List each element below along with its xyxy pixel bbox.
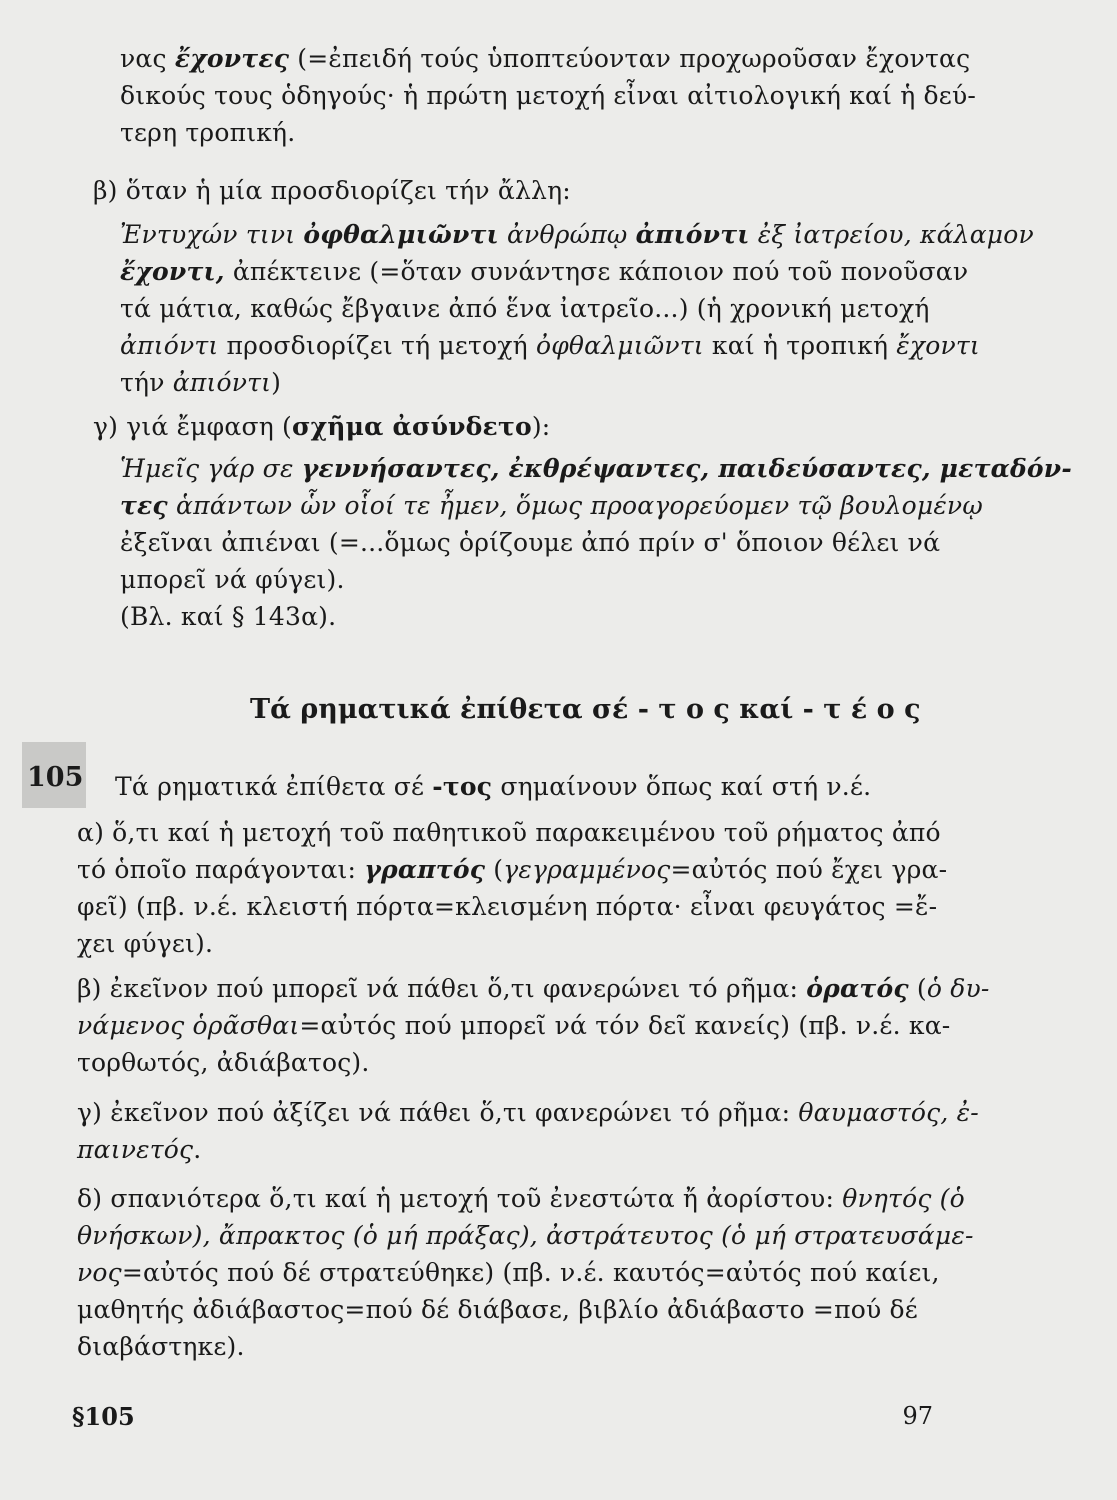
text-line [120,450,1072,487]
footer-section-ref: §105 [72,1402,135,1431]
greek-term: ὀφθαλμιῶντι [303,220,499,249]
text-line: β) ὅταν ἡ μία προσδιορίζει τήν ἄλλη: [93,176,571,205]
text-run: =αὐτός πού ἔχει γρα- [670,855,948,884]
greek-term: θνήσκων), ἄπρακτος (ὁ μή πράξας), ἀστράτευτος (ὁ μή στρατευσάμε- [77,1221,974,1250]
text-line [77,814,947,851]
text-run: ( [908,974,927,1003]
text-line [120,364,1034,401]
text-line [120,77,976,114]
text-line [77,1291,974,1328]
text-run: ): [531,412,551,441]
text-line [120,114,976,151]
text-run: μαθητής ἀδιάβαστος=πού δέ διάβασε, βιβλίο ἀδιάβαστο =πού δέ [77,1295,918,1324]
text-run: ἀνθρώπῳ [498,220,636,249]
text-run: ) [271,368,282,397]
greek-term: ἀπιόντι [120,331,219,360]
greek-term: ἔχοντι, [120,257,225,286]
section-number: 105 [27,762,84,793]
case-b-heading [93,172,571,209]
greek-term: θνητός (ὁ [842,1184,965,1213]
text-line [120,290,1034,327]
greek-term: γραπτός [364,855,486,884]
case-b-paragraph [77,970,990,1081]
greek-term: τες [120,491,168,520]
text-run: καί ἡ τροπική [703,331,897,360]
text-line [77,925,947,962]
text-run: ἐξ ἰατρείου, κάλαμον [749,220,1034,249]
page-number: 97 [902,1402,933,1430]
greek-term: γεγραμμένος [503,855,671,884]
text-run: φεῖ) (πβ. ν.έ. κλειστή πόρτα=κλεισμένη πόρτα· εἶναι φευγάτος =ἔ- [77,892,938,921]
cross-reference: (Βλ. καί § 143α). [120,602,337,631]
text-run: Ἐντυχών τινι [120,220,304,249]
text-run: γ) ἐκεῖνον πού ἀξίζει νά πάθει ὅ,τι φανερώνει τό ρῆμα: [77,1098,799,1127]
text-run: νας [120,44,175,73]
text-line [120,216,1034,253]
text-line [77,888,947,925]
text-line [115,768,871,805]
text-run: μπορεῖ νά φύγει). [120,565,345,594]
text-line [77,851,947,888]
text-line [120,253,1034,290]
greek-term: ἀπιόντι [172,368,272,397]
text-run: τερη τροπική. [120,118,296,147]
text-run: . [193,1135,202,1164]
text-line [77,970,990,1007]
text-run: Ἡμεῖς γάρ σε [120,454,302,483]
term-bold: σχῆμα ἀσύνδετο [292,412,532,441]
text-line [120,561,1072,598]
section-intro [115,768,871,805]
greek-term: παινετός [77,1135,194,1164]
text-run: ( [485,855,504,884]
text-line [77,1131,979,1168]
example-paragraph [120,450,1072,635]
text-run: Τά ρηματικά ἐπίθετα σέ [115,772,433,801]
text-run: β) ἐκεῖνον πού μπορεῖ νά πάθει ὅ,τι φανερώνει τό ρῆμα: [77,974,807,1003]
suffix-bold: -τος [432,772,493,801]
text-run: σημαίνουν ὅπως καί στή ν.έ. [492,772,872,801]
text-run: ἁπάντων ὧν οἷοί τε ἦμεν, ὅμως προαγορεύομεν τῷ βουλομένῳ [167,491,983,520]
text-run: (=ἐπειδή τούς ὑποπτεύονταν προχωροῦσαν ἔχοντας [289,44,971,73]
text-line [77,1007,990,1044]
paragraph-continuation [120,40,976,151]
text-line [77,1180,974,1217]
text-run: ἀπέκτεινε (=ὅταν συνάντησε κάποιον πού τοῦ πονοῦσαν [224,257,969,286]
greek-term: ἔχοντι [896,331,980,360]
text-run: τά μάτια, καθώς ἔβγαινε ἀπό ἕνα ἰατρεῖο...) (ἡ χρονική μετοχή [120,294,930,323]
greek-term: ἀπιόντι [635,220,750,249]
text-run: τήν [120,368,173,397]
greek-term: νάμενος ὁρᾶσθαι [77,1011,300,1040]
text-line [120,598,1072,635]
text-run: γ) γιά ἔμφαση ( [93,412,293,441]
greek-term: ὁ δυ- [926,974,990,1003]
text-line [120,487,1072,524]
case-c-heading [93,408,550,445]
greek-term: θαυμαστός, ἐ- [798,1098,979,1127]
case-d-paragraph [77,1180,974,1365]
text-run: τό ὁποῖο παράγονται: [77,855,365,884]
text-line [77,1044,990,1081]
text-run: τορθωτός, ἀδιάβατος). [77,1048,370,1077]
text-run: =αὐτός πού δέ στρατεύθηκε) (πβ. ν.έ. καυτός=αὐτός πού καίει, [121,1258,940,1287]
greek-term: γεννήσαντες, ἐκθρέψαντες, παιδεύσαντες, μεταδόν- [301,454,1072,483]
text-line [77,1328,974,1365]
text-line [77,1217,974,1254]
example-paragraph [120,216,1034,401]
text-run: δικούς τους ὁδηγούς· ἡ πρώτη μετοχή εἶναι αἰτιολογική καί ἡ δεύ- [120,81,976,110]
case-a-paragraph [77,814,947,962]
text-run: =αὐτός πού μπορεῖ νά τόν δεῖ κανείς) (πβ. ν.έ. κα- [299,1011,951,1040]
text-line [120,40,976,77]
text-run: προσδιορίζει τή μετοχή [218,331,536,360]
section-title: Τά ρηματικά ἐπίθετα σέ - τ ο ς καί - τ έ ο ς [250,694,921,725]
greek-term: νος [77,1258,122,1287]
case-c-paragraph [77,1094,979,1168]
text-line [120,524,1072,561]
text-line [93,408,550,445]
text-run: δ) σπανιότερα ὅ,τι καί ἡ μετοχή τοῦ ἐνεστώτα ἤ ἀορίστου: [77,1184,843,1213]
greek-term: ὀφθαλμιῶντι [535,331,704,360]
text-run: α) ὅ,τι καί ἡ μετοχή τοῦ παθητικοῦ παρακειμένου τοῦ ρήματος ἀπό [77,818,941,847]
text-line [77,1254,974,1291]
text-run: διαβάστηκε). [77,1332,245,1361]
greek-term: ἔχοντες [174,44,290,73]
greek-term: ὁρατός [806,974,909,1003]
text-line [120,327,1034,364]
text-line [77,1094,979,1131]
text-run: χει φύγει). [77,929,214,958]
text-run: ἐξεῖναι ἀπιέναι (=...ὅμως ὁρίζουμε ἀπό πρίν σ' ὅποιον θέλει νά [120,528,941,557]
